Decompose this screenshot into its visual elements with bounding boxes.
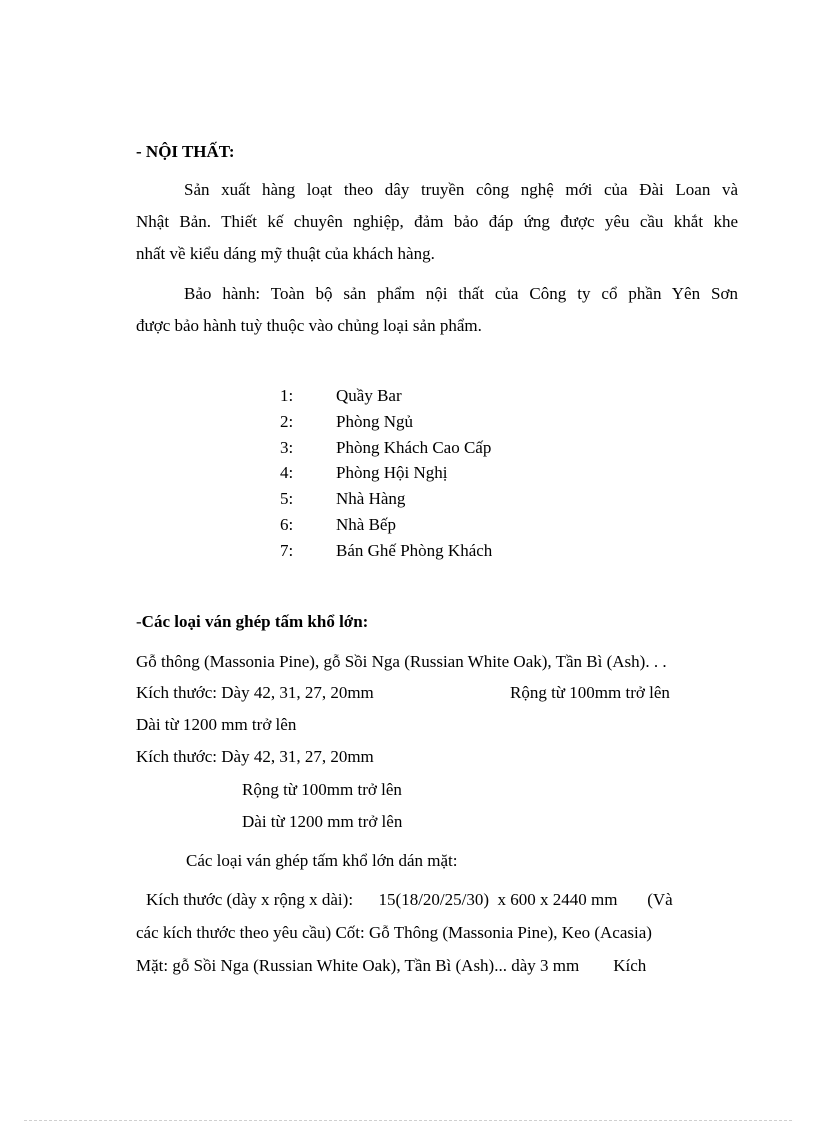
paragraph-line: nhất về kiểu dáng mỹ thuật của khách hàng.	[136, 244, 435, 263]
list-item-label: Phòng Khách Cao Cấp	[336, 438, 492, 457]
text-line: các kích thước theo yêu cầu) Cốt: Gỗ Thông (Massonia Pine), Keo (Acasia)	[136, 923, 652, 942]
text-line: Kích thước (dày x rộng x dài): 15(18/20/25/30) x 600 x 2440 mm (Và	[146, 890, 673, 909]
text-line: Dài từ 1200 mm trở lên	[136, 715, 297, 734]
list-item-number: 7:	[280, 541, 294, 560]
list-item-label: Phòng Ngủ	[336, 412, 413, 431]
text-line: Rộng từ 100mm trở lên	[510, 683, 670, 702]
text-line: Kích thước: Dày 42, 31, 27, 20mm	[136, 747, 374, 766]
section-heading-noi-that: - NỘI THẤT:	[136, 142, 235, 161]
list-item-number: 4:	[280, 463, 294, 482]
list-item-number: 2:	[280, 412, 294, 431]
paragraph-line: Bảo hành: Toàn bộ sản phẩm nội thất của Công ty cổ phần Yên Sơn	[184, 284, 738, 303]
section-heading-van-ghep	[136, 612, 368, 632]
text-line: Kích thước: Dày 42, 31, 27, 20mm	[136, 683, 374, 702]
list-item-number: 3:	[280, 438, 294, 457]
list-item-label: Quầy Bar	[336, 386, 402, 405]
text-line: Mặt: gỗ Sồi Nga (Russian White Oak), Tần Bì (Ash)... dày 3 mm Kích	[136, 956, 647, 975]
list-item-label: Nhà Bếp	[336, 515, 396, 534]
text-line: Rộng từ 100mm trở lên	[242, 780, 402, 799]
list-item-label: Phòng Hội Nghị	[336, 463, 448, 482]
list-item-label: Nhà Hàng	[336, 489, 406, 508]
paragraph-line: được bảo hành tuỳ thuộc vào chủng loại sản phẩm.	[136, 316, 482, 335]
text-line: Các loại ván ghép tấm khổ lớn dán mặt:	[186, 851, 458, 870]
paragraph-line: Sản xuất hàng loạt theo dây truyền công nghệ mới của Đài Loan và	[184, 180, 738, 199]
page-bottom-divider	[24, 1120, 792, 1121]
list-item-number: 6:	[280, 515, 294, 534]
text-line: Gỗ thông (Massonia Pine), gỗ Sồi Nga (Russian White Oak), Tần Bì (Ash). . .	[136, 652, 667, 671]
heading-text: Các loại ván ghép tấm khổ lớn:	[141, 612, 369, 631]
list-item-number: 1:	[280, 386, 294, 405]
list-item-number: 5:	[280, 489, 294, 508]
text-line: Dài từ 1200 mm trở lên	[242, 812, 403, 831]
heading-dash: -	[136, 612, 142, 631]
list-item-label: Bán Ghế Phòng Khách	[336, 541, 493, 560]
paragraph-line: Nhật Bản. Thiết kế chuyên nghiệp, đảm bảo đáp ứng được yêu cầu khắt khe	[136, 212, 738, 231]
